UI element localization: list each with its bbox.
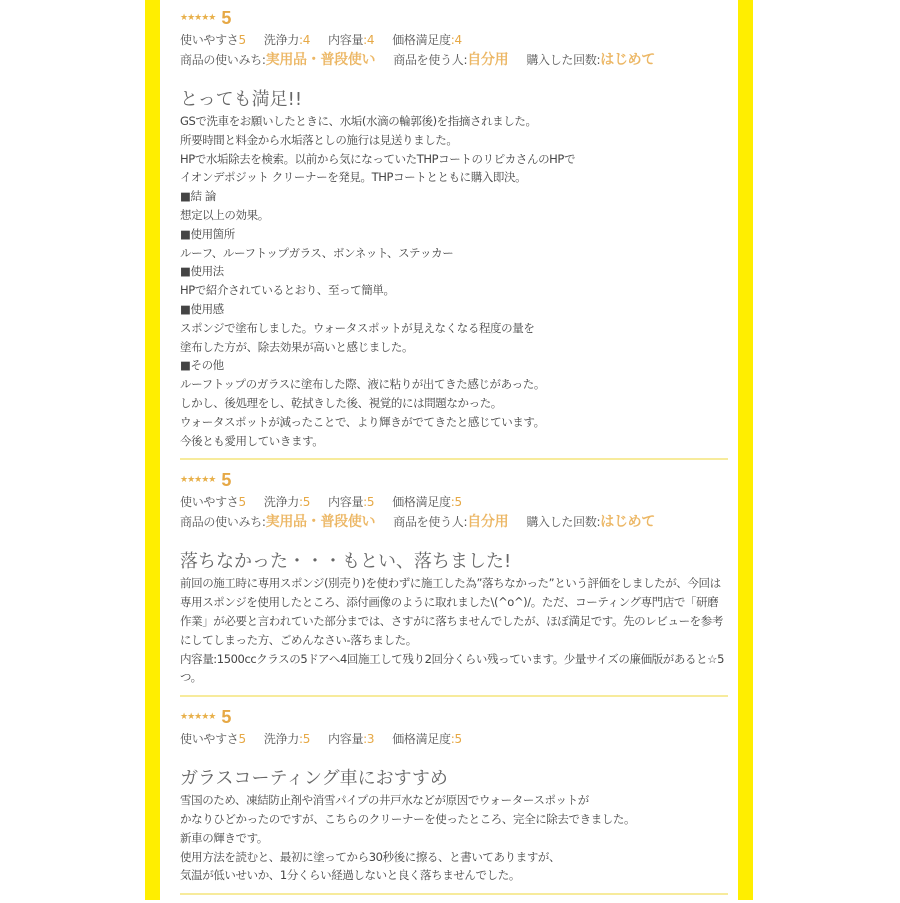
sub-rating-value: :5 [363,495,375,510]
rating-score: 5 [221,7,232,28]
review-line: 内容量:1500ccクラスの5ドアへ4回施工して残り2回分くらい残っています。少量サイズの廉価版があると☆5つ。 [180,651,724,685]
sub-rating-volume [328,33,374,47]
usage-value: 自分用 [467,52,509,68]
sub-rating-volume [328,732,374,746]
usage-label: 購入した回数: [526,515,601,530]
review-line: ■結 論 [180,189,216,204]
usage-info [180,512,728,532]
rating-row [180,6,728,30]
sub-rating-value: :5 [450,732,462,747]
sub-rating-value: :4 [363,33,375,47]
review-line: 塗布した方が、除去効果が高いと感じました。 [180,339,414,354]
usage-count [526,515,655,529]
sub-rating-label: 価格満足度 [392,495,451,510]
star-rating-icon: ★★★★★ [180,475,216,486]
sub-rating-value: :4 [450,33,462,47]
usage-info [180,50,728,70]
review-line: 雪国のため、凍結防止剤や消雪パイプの井戸水などが原因でウォータースポットが [180,793,589,808]
sub-rating-value: :5 [298,495,311,510]
sub-ratings [180,492,728,512]
star-rating-icon: ★★★★★ [180,712,216,723]
usage-user [393,53,508,67]
rating-row [180,468,728,492]
sub-rating-value: 5 [238,33,246,47]
review-line: ■その他 [180,358,224,373]
review-line: ■使用法 [180,264,224,279]
sub-rating-value: :3 [363,732,375,747]
review-line: スポンジで塗布しました。ウォータスポットが見えなくなる程度の量を [180,320,535,335]
sub-rating-ease [180,33,246,47]
sub-rating-price [392,495,462,509]
review-line: ■使用箇所 [180,226,235,241]
review-item [180,6,728,460]
sub-rating-label: 内容量 [328,732,364,747]
review-body [180,574,728,687]
review-line: 想定以上の効果。 [180,207,269,222]
review-line: ルーフ、ルーフトップガラス、ボンネット、ステッカー [180,245,454,260]
review-line: 新車の輝きです。 [180,830,268,845]
usage-label: 商品を使う人: [393,515,468,530]
usage-usage [180,53,375,67]
review-line: 前回の施工時に専用スポンジ(別売り)を使わずに施工した為”落ちなかった”という評価をしましたが、今回は専用スポンジを使用したところ、添付画像のように取れました\(^o^)/。ただ、コーティング専門店で「研磨作業」が必要と言われていた部分までは、さすがに落ちませんでしたが、ほぼ満足です。先のレビューを参考にしてしまった方、ごめんなさい-落ちました。 [180,576,723,647]
review-line: ルーフトップのガラスに塗布した際、液に粘りが出てきた感じがあった。 [180,377,545,392]
usage-value: 実用品・普段使い [265,52,376,68]
usage-value: 実用品・普段使い [265,514,376,531]
review-line: 使用方法を読むと、最初に塗ってから30秒後に擦る、と書いてありますが、 [180,849,561,864]
sub-rating-value: :5 [450,495,462,510]
sub-rating-value: 5 [238,732,246,747]
sub-rating-label: 使いやすさ [180,732,239,747]
sub-rating-ease [180,732,246,746]
usage-label: 商品の使いみち: [180,53,266,67]
review-list [180,6,728,903]
usage-label: 商品を使う人: [393,53,468,67]
sub-rating-label: 内容量 [328,33,364,47]
sub-rating-price [392,732,462,746]
usage-usage [180,515,375,529]
sub-rating-volume [328,495,374,509]
review-line: ウォータスポットが減ったことで、より輝きがでてきたと感じています。 [180,414,545,429]
review-line: ■使用感 [180,301,224,316]
usage-label: 購入した回数: [526,53,601,67]
rating-score: 5 [221,469,232,490]
review-title: 落ちなかった・・・もとい、落ちました! [180,551,512,573]
usage-value: はじめて [600,52,656,68]
sub-rating-price [392,33,462,47]
left-frame-bar [145,0,160,900]
review-title: ガラスコーティング車におすすめ [180,768,448,790]
sub-rating-clean [264,732,310,746]
sub-rating-value: :5 [298,732,311,747]
review-line: 気温が低いせいか、1分くらい経過しないと良く落ちませんでした。 [180,868,520,883]
usage-label: 商品の使いみち: [180,515,266,530]
sub-rating-label: 内容量 [328,495,364,510]
usage-count [526,53,655,67]
review-line: HPで水垢除去を検索。以前から気になっていたTHPコートのリピカさんのHPで [180,151,576,166]
review-line: GSで洗車をお願いしたときに、水垢(水滴の輪郭後)を指摘されました。 [180,114,537,128]
usage-value: 自分用 [467,514,509,531]
review-line: HPで紹介されているとおり、至って簡単。 [180,283,395,298]
sub-ratings [180,729,728,749]
sub-rating-value: 5 [238,495,246,510]
review-item [180,468,728,697]
rating-score: 5 [221,706,232,727]
usage-value: はじめて [600,514,656,531]
review-line: 所要時間と料金から水垢落としの施行は見送りました。 [180,132,458,147]
review-body [180,112,728,450]
review-item [180,705,728,895]
sub-ratings [180,30,728,50]
sub-rating-label: 価格満足度 [392,732,451,747]
star-rating-icon: ★★★★★ [180,13,216,23]
sub-rating-label: 価格満足度 [392,33,451,47]
sub-rating-label: 洗浄力 [263,495,299,510]
review-line: 今後とも愛用していきます。 [180,433,324,448]
sub-rating-label: 洗浄力 [263,33,299,47]
right-frame-bar [738,0,753,900]
review-title: とっても満足!! [180,89,303,110]
sub-rating-label: 洗浄力 [263,732,299,747]
sub-rating-clean [264,33,310,47]
review-body [180,791,728,885]
sub-rating-value: :4 [298,33,311,47]
review-line: イオンデポジット クリーナーを発見。THPコートとともに購入即決。 [180,170,527,185]
usage-user [393,515,508,529]
rating-row [180,705,728,729]
sub-rating-ease [180,495,246,509]
review-line: かなりひどかったのですが、こちらのクリーナーを使ったところ、完全に除去できました。 [180,811,636,826]
review-line: しかし、後処理をし、乾拭きした後、視覚的には問題なかった。 [180,395,502,410]
sub-rating-label: 使いやすさ [180,495,239,510]
sub-rating-clean [264,495,310,509]
sub-rating-label: 使いやすさ [180,33,239,47]
